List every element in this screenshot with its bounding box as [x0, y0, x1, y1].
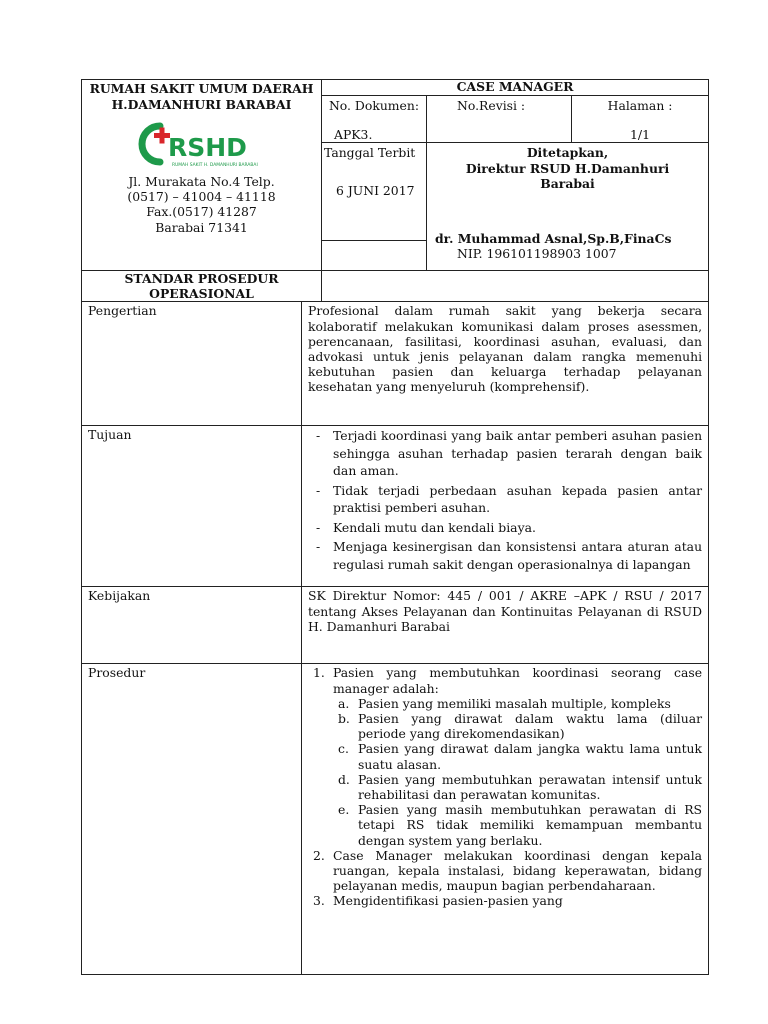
no-revisi-label: No.Revisi :	[457, 98, 526, 113]
tanggal-terbit-cell	[322, 143, 427, 241]
sop-table	[81, 79, 709, 975]
hospital-logo-icon	[138, 118, 266, 170]
list-item: 1. Pasien yang membutuhkan koordinasi seorang case manager adalah: a. Pasien yang memiliki masalah multiple, kompleks b. Pasien yang dirawat dalam waktu lama (diluar periode yang direkomendasikan) c. Pasien yang dirawat dalam jangka waktu lama untuk suatu alasan. d. Pasien yang membutuhkan perawatan intensif untuk rehabilitasi dan perawatan komunitas. e. Pasien yang masih membutuhkan perawatan di RS tetapi RS tidak memiliki kemampuan membantu dengan system yang berlaku.	[313, 665, 703, 848]
document-title: CASE MANAGER	[322, 80, 709, 96]
no-revisi-cell	[427, 96, 572, 143]
logo-subtext: RUMAH SAKIT H. DAMANHURI BARABAI	[171, 163, 258, 168]
list-item: - Tidak terjadi perbedaan asuhan kepada pasien antar praktisi pemberi asuhan.	[316, 482, 703, 516]
list-item: - Menjaga kesinergisan dan konsistensi antara aturan atau regulasi rumah sakit dengan operasionalnya di lapangan	[316, 539, 703, 572]
kebijakan-label: Kebijakan	[82, 587, 302, 664]
sop-title-right-cell	[322, 271, 709, 302]
approval-cell	[427, 143, 709, 271]
address-line-1: Jl. Murakata No.4 Telp.	[128, 174, 275, 189]
sop-document	[81, 79, 708, 975]
tanggal-value: 6 JUNI 2017	[336, 182, 415, 198]
pengertian-text: Profesional dalam rumah sakit yang bekerja secara kolaboratif melakukan komunikasi dalam proses asessmen, perencanaan, fasilitasi, koordinasi asuhan, evaluasi, dan advokasi untuk jenis pelayanan dalam rangka memenuhi kebutuhan pasien dan keluarga terhadap pelayanan kesehatan yang menyeluruh (komprehensif).	[302, 302, 709, 426]
tujuan-content	[302, 426, 709, 587]
hospital-address	[82, 174, 321, 235]
no-dokumen-cell	[322, 96, 427, 143]
ditetapkan-label: Ditetapkan,	[526, 145, 609, 161]
tujuan-label: Tujuan	[82, 426, 302, 587]
halaman-label: Halaman :	[607, 98, 673, 113]
halaman-cell	[572, 96, 709, 143]
prosedur-sublist	[333, 696, 702, 848]
tanggal-empty-cell	[322, 241, 427, 271]
logo-text: RSHD	[167, 133, 247, 162]
address-line-2: (0517) – 41004 – 41118	[127, 189, 276, 205]
no-dokumen-value: APK3.	[334, 127, 373, 143]
kebijakan-text: SK Direktur Nomor: 445 / 001 / AKRE –APK / RSU / 2017 tentang Akses Pelayanan dan Kontinuitas Pelayanan di RSUD H. Damanhuri Barabai	[302, 587, 709, 664]
list-item: a. Pasien yang memiliki masalah multiple, kompleks	[338, 695, 671, 711]
direktur-title: Direktur RSUD H.Damanhuri Barabai	[465, 160, 670, 191]
list-item: - Terjadi koordinasi yang baik antar pemberi asuhan pasien sehingga asuhan terhadap pasien terarah dengan baik dan aman.	[316, 428, 703, 479]
list-item: b. Pasien yang dirawat dalam waktu lama (diluar periode yang direkomendasikan)	[338, 711, 703, 742]
pengertian-label: Pengertian	[82, 302, 302, 426]
signatory-nip: NIP. 196101198903 1007	[457, 246, 617, 262]
address-line-3: Fax.(0517) 41287	[146, 204, 257, 220]
prosedur-label: Prosedur	[82, 664, 302, 975]
list-item: 3. Mengidentifikasi pasien-pasien yang	[313, 893, 563, 909]
list-item: d. Pasien yang membutuhkan perawatan intensif untuk rehabilitasi dan perawatan komunitas.	[338, 771, 703, 803]
hospital-name: RUMAH SAKIT UMUM DAERAH H.DAMANHURI BARABAI	[89, 81, 314, 112]
address-line-4: Barabai 71341	[155, 219, 248, 235]
hospital-identity-cell	[82, 80, 322, 271]
list-item: c. Pasien yang dirawat dalam jangka waktu lama untuk suatu alasan.	[338, 741, 703, 772]
list-item: - Kendali mutu dan kendali biaya.	[316, 519, 536, 535]
list-item: e. Pasien yang masih membutuhkan perawatan di RS tetapi RS tidak memiliki kemampuan membantu dengan system yang berlaku.	[338, 802, 703, 848]
no-dokumen-label: No. Dokumen:	[328, 98, 420, 113]
list-item: 2. Case Manager melakukan koordinasi dengan kepala ruangan, kepala instalasi, bidang keperawatan, bidang pelayanan medis, maupun bagian perbendaharaan.	[313, 847, 703, 894]
tujuan-list	[308, 427, 702, 573]
sop-title: STANDAR PROSEDUR OPERASIONAL	[82, 271, 322, 302]
prosedur-content	[302, 664, 709, 975]
tanggal-label: Tanggal Terbit	[324, 145, 416, 161]
rshd-logo	[138, 118, 266, 170]
signatory-name: dr. Muhammad Asnal,Sp.B,FinaCs	[435, 231, 672, 247]
halaman-value: 1/1	[630, 127, 650, 143]
prosedur-list	[308, 665, 702, 908]
